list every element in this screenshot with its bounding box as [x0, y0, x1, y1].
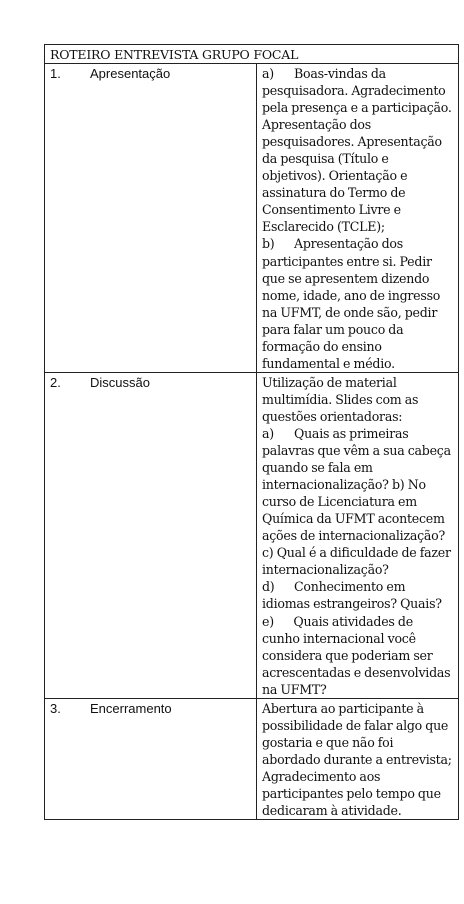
section-title: Discussão: [90, 374, 150, 390]
section-title: Encerramento: [90, 700, 172, 716]
item-text: Quais atividades de cunho internacional você considera que poderiam ser acrescentadas e desenvolvidas na UFMT?: [262, 613, 451, 697]
item-marker: a): [262, 66, 274, 81]
content-cell: Abertura ao participante à possibilidade de falar algo que gostaria e que não foi abordado durante a entrevista; Agradecimento aos participantes pelo tempo que dedicaram à atividade.: [257, 698, 459, 819]
section-cell: [45, 698, 257, 819]
content-cell: [257, 64, 459, 373]
item-marker: a): [262, 425, 274, 441]
item-marker: d): [262, 579, 275, 595]
item-marker: b): [262, 236, 275, 252]
intro-text: Utilização de material multimídia. Slides com as questões orientadoras:: [262, 374, 419, 424]
content-cell: [257, 372, 459, 698]
table-title: ROTEIRO ENTREVISTA GRUPO FOCAL: [45, 45, 459, 64]
section-cell: [45, 372, 257, 698]
table-header-row: [45, 45, 459, 64]
item-text: Quais as primeiras palavras que vêm a sua cabeça quando se fala em internacionalização?: [262, 425, 451, 493]
item-text: Boas-vindas da pesquisadora. Agradecimento pela presença e a participação. Apresentação dos pesquisadores. Apresentação da pesquisa (Título e objetivos). Orientação e assinatura do Termo de Consentimento Livre e Esclarecido (TCLE);: [262, 66, 452, 235]
item-marker: c): [262, 545, 274, 561]
interview-guide-table: [44, 44, 459, 820]
item-text: Apresentação dos participantes entre si. Pedir que se apresentem dizendo nome, idade, ano de ingresso na UFMT, de onde são, pedir para falar um pouco da formação do ensino fundamental e médio.: [262, 236, 441, 371]
section-number: 3.: [50, 700, 61, 716]
section-number: 1.: [50, 66, 61, 81]
item-text: Qual é a dificuldade de fazer internacionalização?: [262, 545, 451, 578]
table-row-apresentacao: [45, 64, 459, 373]
item-text: No curso de Licenciatura em Química da UFMT acontecem ações de internacionalização?: [262, 477, 445, 544]
section-title: Apresentação: [90, 66, 171, 81]
item-text: Conhecimento em idiomas estrangeiros? Quais?: [262, 579, 442, 612]
table-row-discussao: [45, 372, 459, 698]
section-number: 2.: [50, 374, 61, 390]
section-cell: [45, 64, 257, 373]
item-marker: e): [262, 613, 274, 629]
table-row-encerramento: [45, 698, 459, 819]
item-marker: b): [391, 477, 405, 493]
